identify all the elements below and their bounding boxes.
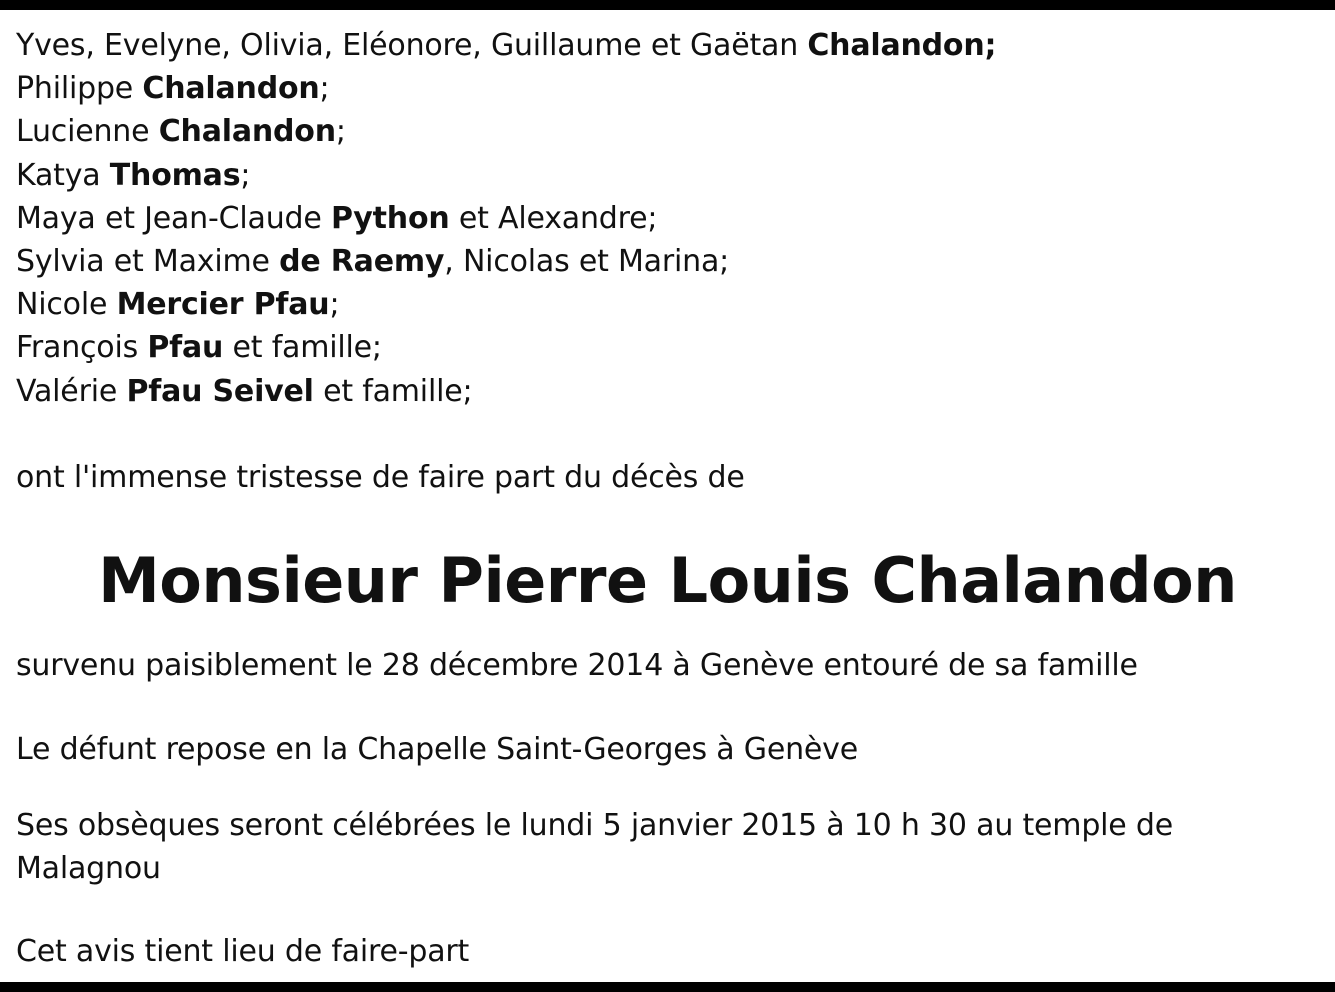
family-line <box>16 24 1316 67</box>
family-surname: Chalandon <box>158 114 336 150</box>
announcement-text: ont l'immense tristesse de faire part du décès de <box>16 459 745 495</box>
family-surname: Python <box>330 200 450 236</box>
family-surname: Pfau <box>147 330 224 366</box>
family-given-names: Philippe <box>16 71 143 107</box>
family-line <box>16 154 1316 197</box>
family-given-names: et famille; <box>313 373 473 409</box>
closing-note-text: Cet avis tient lieu de faire-part <box>16 934 470 969</box>
family-surname: Chalandon <box>142 71 320 107</box>
family-surname: Thomas <box>109 157 241 193</box>
family-given-names: ; <box>335 114 346 150</box>
family-line <box>16 240 1316 283</box>
funeral-info-text: Ses obsèques seront célébrées le lundi 5 janvier 2015 à 10 h 30 au temple de Malagnou <box>16 808 1173 886</box>
family-given-names: et Alexandre; <box>449 200 658 236</box>
family-given-names: Lucienne <box>16 114 159 150</box>
family-given-names: Nicole <box>16 287 117 323</box>
family-list <box>16 24 1316 499</box>
death-info-text: survenu paisiblement le 28 décembre 2014 à Genève entouré de sa famille <box>16 648 1138 683</box>
family-given-names: Yves, Evelyne, Olivia, Eléonore, Guillaume et Gaëtan <box>16 28 808 63</box>
top-border-rule <box>0 0 1335 10</box>
bottom-border-rule <box>0 982 1335 992</box>
family-given-names: Sylvia et Maxime <box>16 244 280 280</box>
family-lines-container <box>16 24 1316 413</box>
family-given-names: Valérie <box>16 373 127 409</box>
family-surname: Pfau Seivel <box>126 373 314 409</box>
family-line <box>16 197 1316 240</box>
family-given-names: , Nicolas et Marina; <box>444 244 730 280</box>
family-given-names: ; <box>329 287 340 323</box>
family-given-names: Katya <box>16 157 110 193</box>
deceased-name-heading: Monsieur Pierre Louis Chalandon <box>98 544 1237 617</box>
family-line <box>16 110 1316 153</box>
family-given-names: ; <box>240 157 251 193</box>
family-line <box>16 370 1316 413</box>
family-surname: Mercier Pfau <box>116 287 330 323</box>
family-given-names: François <box>16 330 148 366</box>
family-given-names: Maya et Jean-Claude <box>16 200 331 236</box>
family-given-names: ; <box>319 71 330 107</box>
family-line <box>16 326 1316 369</box>
family-surname: Chalandon; <box>807 28 997 63</box>
family-line <box>16 283 1316 326</box>
family-given-names: et famille; <box>223 330 382 366</box>
repose-info-text: Le défunt repose en la Chapelle Saint-Georges à Genève <box>16 732 858 767</box>
family-surname: de Raemy <box>279 244 445 280</box>
family-line <box>16 67 1316 110</box>
